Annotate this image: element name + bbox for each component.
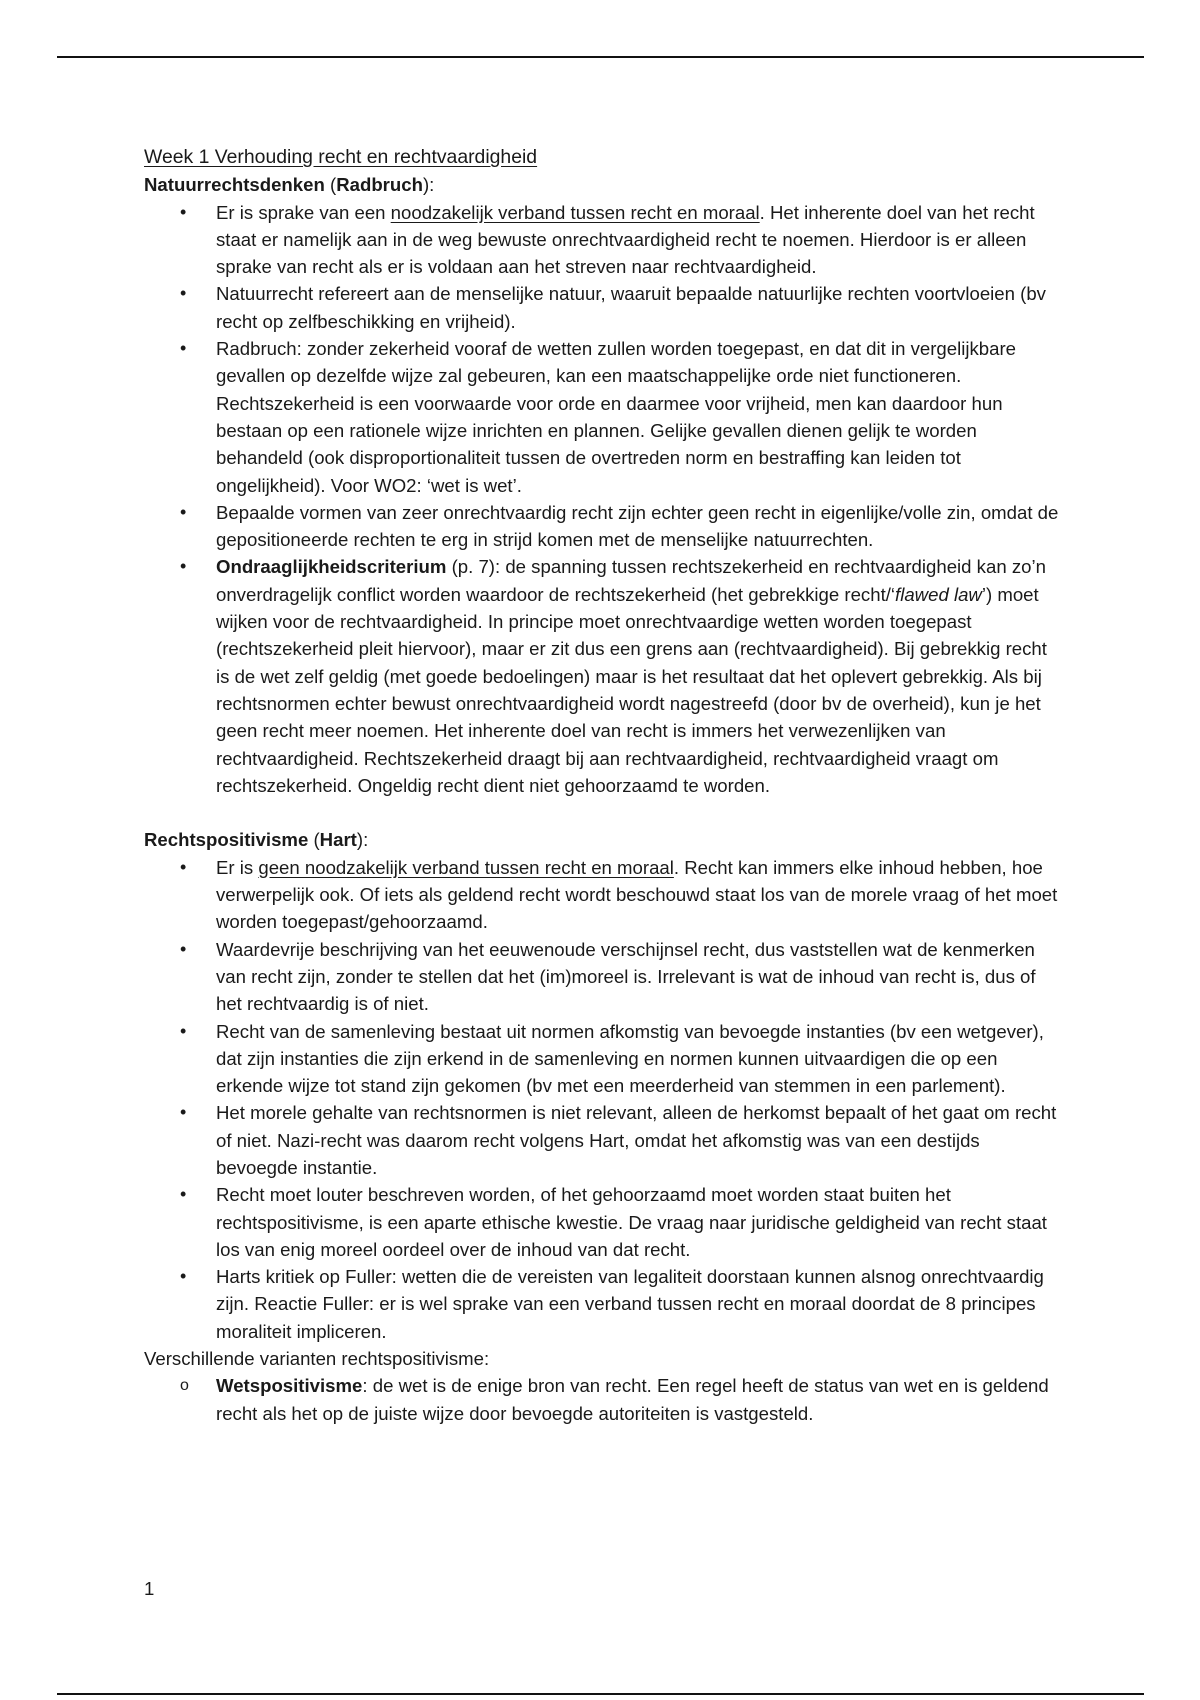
list-item — [216, 1018, 1064, 1100]
list-item-text: Bepaalde vormen van zeer onrechtvaardig recht zijn echter geen recht in eigenlijke/volle zin, omdat de gepositioneerde rechten te erg in strijd komen met de menselijke natuurrechten. — [216, 501, 1059, 551]
footer-rule — [57, 1693, 1144, 1695]
section-heading-paren-open: ( — [308, 829, 320, 851]
document-title-text: Week 1 Verhouding recht en rechtvaardigheid — [144, 146, 538, 168]
natuurrecht-bullet-list — [144, 199, 1064, 800]
list-item — [216, 1372, 1064, 1427]
italic-term: flawed law — [895, 583, 982, 605]
paragraph-spacer — [144, 799, 1064, 826]
list-item — [216, 1263, 1064, 1345]
list-item — [216, 854, 1064, 936]
list-item-text: Recht van de samenleving bestaat uit normen afkomstig van bevoegde instanties (bv een wetgever), dat zijn instanties die zijn erkend in de samenleving en normen kunnen uitvaardigen die op een erkende wijze tot stand zijn gekomen (bv met een meerderheid van stemmen in een parlement). — [216, 1020, 1044, 1097]
list-item-text: Het morele gehalte van rechtsnormen is niet relevant, alleen de herkomst bepaalt of het gaat om recht of niet. Nazi-recht was daarom recht volgens Hart, omdat het afkomstig was van een destijds bevoegde instantie. — [216, 1102, 1057, 1178]
section-heading-text: Rechtspositivisme — [144, 829, 309, 851]
page-number: 1 — [144, 1578, 155, 1599]
section-heading-text: Natuurrechtsdenken — [144, 174, 325, 196]
section-heading-paren-open: ( — [324, 174, 337, 196]
list-item — [216, 499, 1064, 554]
document-title — [144, 144, 1064, 171]
bold-term: Wetspositivisme — [216, 1375, 363, 1397]
list-item-text: Recht moet louter beschreven worden, of het gehoorzaamd moet worden staat buiten het rechtspositivisme, is een aparte ethische kwestie. De vraag naar juridische geldigheid van recht staat los van enig moreel oordeel over de inhoud van dat recht. — [216, 1184, 1047, 1260]
section-heading-rechtspositivisme — [144, 826, 1064, 853]
list-item-text: Natuurrecht refereert aan de menselijke natuur, waaruit bepaalde natuurlijke rechten voortvloeien (bv recht op zelfbeschikking en vrijheid). — [216, 283, 1046, 332]
variants-sub-list — [144, 1372, 1064, 1427]
list-item — [216, 1099, 1064, 1181]
list-item — [216, 1181, 1064, 1263]
header-rule — [57, 56, 1144, 58]
list-item — [216, 553, 1064, 799]
list-item-text: . Het inherente doel van het recht staat er namelijk aan in de weg bewuste onrechtvaardigheid recht te noemen. Hierdoor is er alleen sprake van recht als er is voldaan aan het streven naar rechtvaardigheid. — [216, 201, 1035, 278]
list-item-text: : de wet is de enige bron van recht. Een regel heeft de status van wet en is geldend recht als het op de juiste wijze door bevoegde autoriteiten is vastgesteld. — [216, 1375, 1049, 1424]
list-item-text: (p. 7): de spanning tussen rechtszekerheid en rechtvaardigheid kan zo’n onverdragelijk conflict worden waardoor de rechtszekerheid (het gebrekkige recht/‘ — [216, 556, 1046, 605]
document-body — [144, 144, 1064, 1427]
bold-term: Ondraaglijkheidscriterium — [216, 556, 447, 578]
list-item-text: Er is sprake van een — [216, 201, 391, 223]
section-heading-natuurrecht — [144, 171, 1064, 198]
underlined-phrase: noodzakelijk verband tussen recht en moraal — [390, 201, 760, 223]
list-item — [216, 936, 1064, 1018]
list-item-text: Harts kritiek op Fuller: wetten die de vereisten van legaliteit doorstaan kunnen alsnog onrechtvaardig zijn. Reactie Fuller: er is wel sprake van een verband tussen recht en moraal doordat de 8 principes moraliteit impliceren. — [216, 1266, 1044, 1342]
list-item-text: Er is — [216, 856, 259, 878]
rechtspositivisme-bullet-list — [144, 854, 1064, 1345]
section-heading-author: Radbruch — [336, 174, 423, 196]
list-item-text: . Recht kan immers elke inhoud hebben, hoe verwerpelijk ook. Of iets als geldend recht wordt beschouwd staat los van de morele vraag of het moet worden toegepast/gehoorzaamd. — [216, 856, 1058, 933]
list-item — [216, 335, 1064, 499]
underlined-phrase: geen noodzakelijk verband tussen recht en moraal — [258, 856, 674, 878]
list-item-text: Radbruch: zonder zekerheid vooraf de wetten zullen worden toegepast, en dat dit in vergelijkbare gevallen op dezelfde wijze zal gebeuren, kan een maatschappelijke orde niet functioneren. Rechtszekerheid is een voorwaarde voor orde en daarmee voor vrijheid, men kan daardoor hun bestaan op een rationele wijze inrichten en plannen. Gelijke gevallen dienen gelijk te worden behandeld (ook disproportionaliteit tussen de overtreden norm en bestraffing kan leiden tot ongelijkheid). Voor WO2: ‘wet is wet’. — [216, 338, 1017, 496]
section-heading-paren-close: ): — [422, 174, 435, 196]
variants-intro: Verschillende varianten rechtspositivisme: — [144, 1348, 490, 1370]
list-item-text: Waardevrije beschrijving van het eeuwenoude verschijnsel recht, dus vaststellen wat de kenmerken van recht zijn, zonder te stellen dat het (im)moreel is. Irrelevant is wat de inhoud van recht is, dus of het rechtvaardig is of niet. — [216, 938, 1036, 1015]
section-heading-paren-close: ): — [356, 829, 369, 851]
list-item — [216, 280, 1064, 335]
list-item — [216, 199, 1064, 281]
list-item-text: ’) moet wijken voor de rechtvaardigheid. In principe moet onrechtvaardige wetten worden toegepast (rechtszekerheid pleit hiervoor), maar er zit dus een grens aan (rechtvaardigheid). Bij gebrekkig recht is de wet zelf geldig (met goede bedoelingen) maar is het resultaat dat het oplevert gebrekkig. Als bij rechtsnormen echter bewust onrechtvaardigheid wordt nagestreefd (door bv de overheid), kun je het geen recht meer noemen. Het inherente doel van recht is immers het verwezenlijken van rechtvaardigheid. Rechtszekerheid draagt bij aan rechtvaardigheid, rechtvaardigheid vraagt om rechtszekerheid. Ongeldig recht dient niet gehoorzaamd te worden. — [216, 583, 1047, 796]
section-heading-author: Hart — [319, 829, 357, 851]
